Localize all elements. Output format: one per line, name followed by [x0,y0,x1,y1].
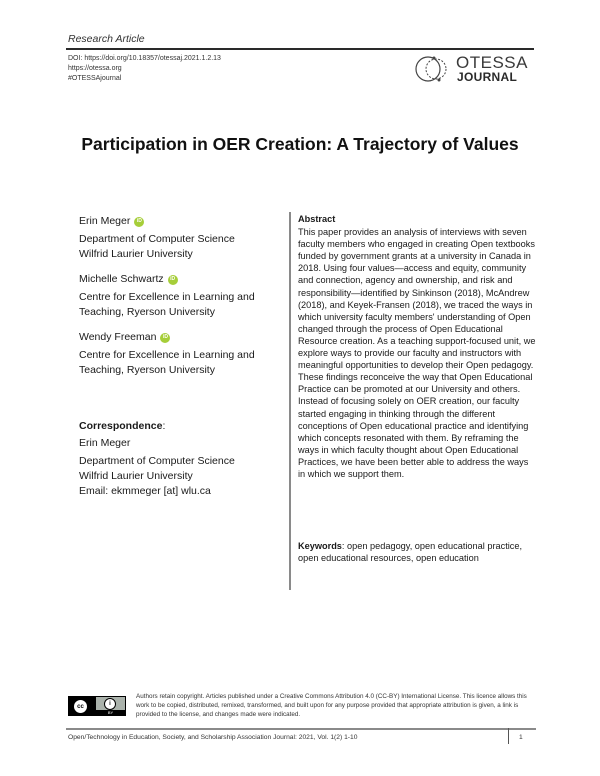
correspondence-email[interactable]: Email: ekmmeger [at] wlu.ca [79,485,211,497]
article-type-label: Research Article [68,33,145,45]
doi-link[interactable]: DOI: https://doi.org/10.18357/otessaj.2021.1.2.13 [68,55,221,62]
author-name: Wendy Freeman [79,331,157,343]
column-divider [289,212,291,590]
cc-by-license-badge[interactable] [68,696,126,716]
correspondence-name: Erin Meger [79,437,131,449]
paper-title: Participation in OER Creation: A Trajectory of Values [81,134,519,154]
author-affiliation-line: Teaching, Ryerson University [79,306,215,318]
footer-separator [508,728,509,744]
keywords-text: : open pedagogy, open educational practice, open educational resources, open education [298,541,523,563]
footer-rule [66,728,536,730]
author-affiliation-line: Centre for Excellence in Learning and [79,291,255,303]
correspondence-label: Correspondence [79,420,163,432]
logo-journal-text: JOURNAL [457,70,518,84]
correspondence-block [79,419,235,499]
correspondence-colon: : [162,420,166,432]
author-name: Michelle Schwartz [79,273,164,285]
author-affiliation-line: Teaching, Ryerson University [79,364,215,376]
author-block-1 [79,214,235,262]
logo-otessa-text: OTESSA [456,53,528,72]
orcid-icon[interactable]: iD [134,217,144,227]
overlapping-circles-logo-icon [414,52,454,86]
by-label: BY [96,710,125,715]
page-number: 1 [519,734,523,741]
author-block-2 [79,272,255,320]
abstract-text: This paper provides an analysis of interviews with seven faculty members who engaged in creating Open textbooks funded by government grants at a university in Canada in 2018. Using four values—access and equity, community and connection, agency and ownership, and risk and responsibility—identified by Sinkinson (2018), McAndrew (2018), and Keyek-Fransen (2018), we traced the ways in which university faculty members' understanding of Open changed through the process of Open Educational Resource creation. As a teaching support-focused unit, we explore ways to provide our faculty and instructors with meaningful opportunities to develop their Open pedagogy. These findings reconceive the way that Open Educational Practice can be promoted at our University and others. Instead of focusing solely on OER creation, our faculty started engaging in thinking through the different conceptions of Open educational practice and identifying which concepts resonated with them. By reframing the ways in which faculty thought about Open Educational Practices, we have been better able to address the ways in which we support them. [298,227,536,479]
abstract-heading: Abstract [298,214,336,224]
license-text: Authors retain copyright. Articles published under a Creative Commons Attribution 4.0 (CC-BY) International License. This licence allows this work to be copied, distributed, remixed, transformed, and built upon for any purpose provided that appropriate attribution is given, a link is provided to the license, and changes made were indicated. [136,693,527,718]
correspondence-line: Department of Computer Science [79,455,235,467]
cc-badge-left-panel [69,697,96,715]
otessa-journal-logo [414,52,534,86]
journal-hashtag: #OTESSAjournal [68,75,122,82]
header-rule [66,48,534,50]
author-affiliation-line: Wilfrid Laurier University [79,248,193,260]
keywords-section [298,540,538,564]
author-block-3 [79,330,255,378]
journal-url-link[interactable]: https://otessa.org [68,65,122,72]
journal-citation: Open/Technology in Education, Society, and Scholarship Association Journal: 2021, Vol. 1(2) 1-10 [68,734,358,741]
orcid-icon[interactable]: iD [160,333,170,343]
author-affiliation-line: Department of Computer Science [79,233,235,245]
keywords-label: Keywords [298,541,342,551]
author-name: Erin Meger [79,215,131,227]
creative-commons-icon: cc [73,699,88,714]
correspondence-line: Wilfrid Laurier University [79,470,193,482]
attribution-person-icon: i [104,698,116,710]
author-affiliation-line: Centre for Excellence in Learning and [79,349,255,361]
orcid-icon[interactable]: iD [168,275,178,285]
abstract-section [298,213,538,480]
